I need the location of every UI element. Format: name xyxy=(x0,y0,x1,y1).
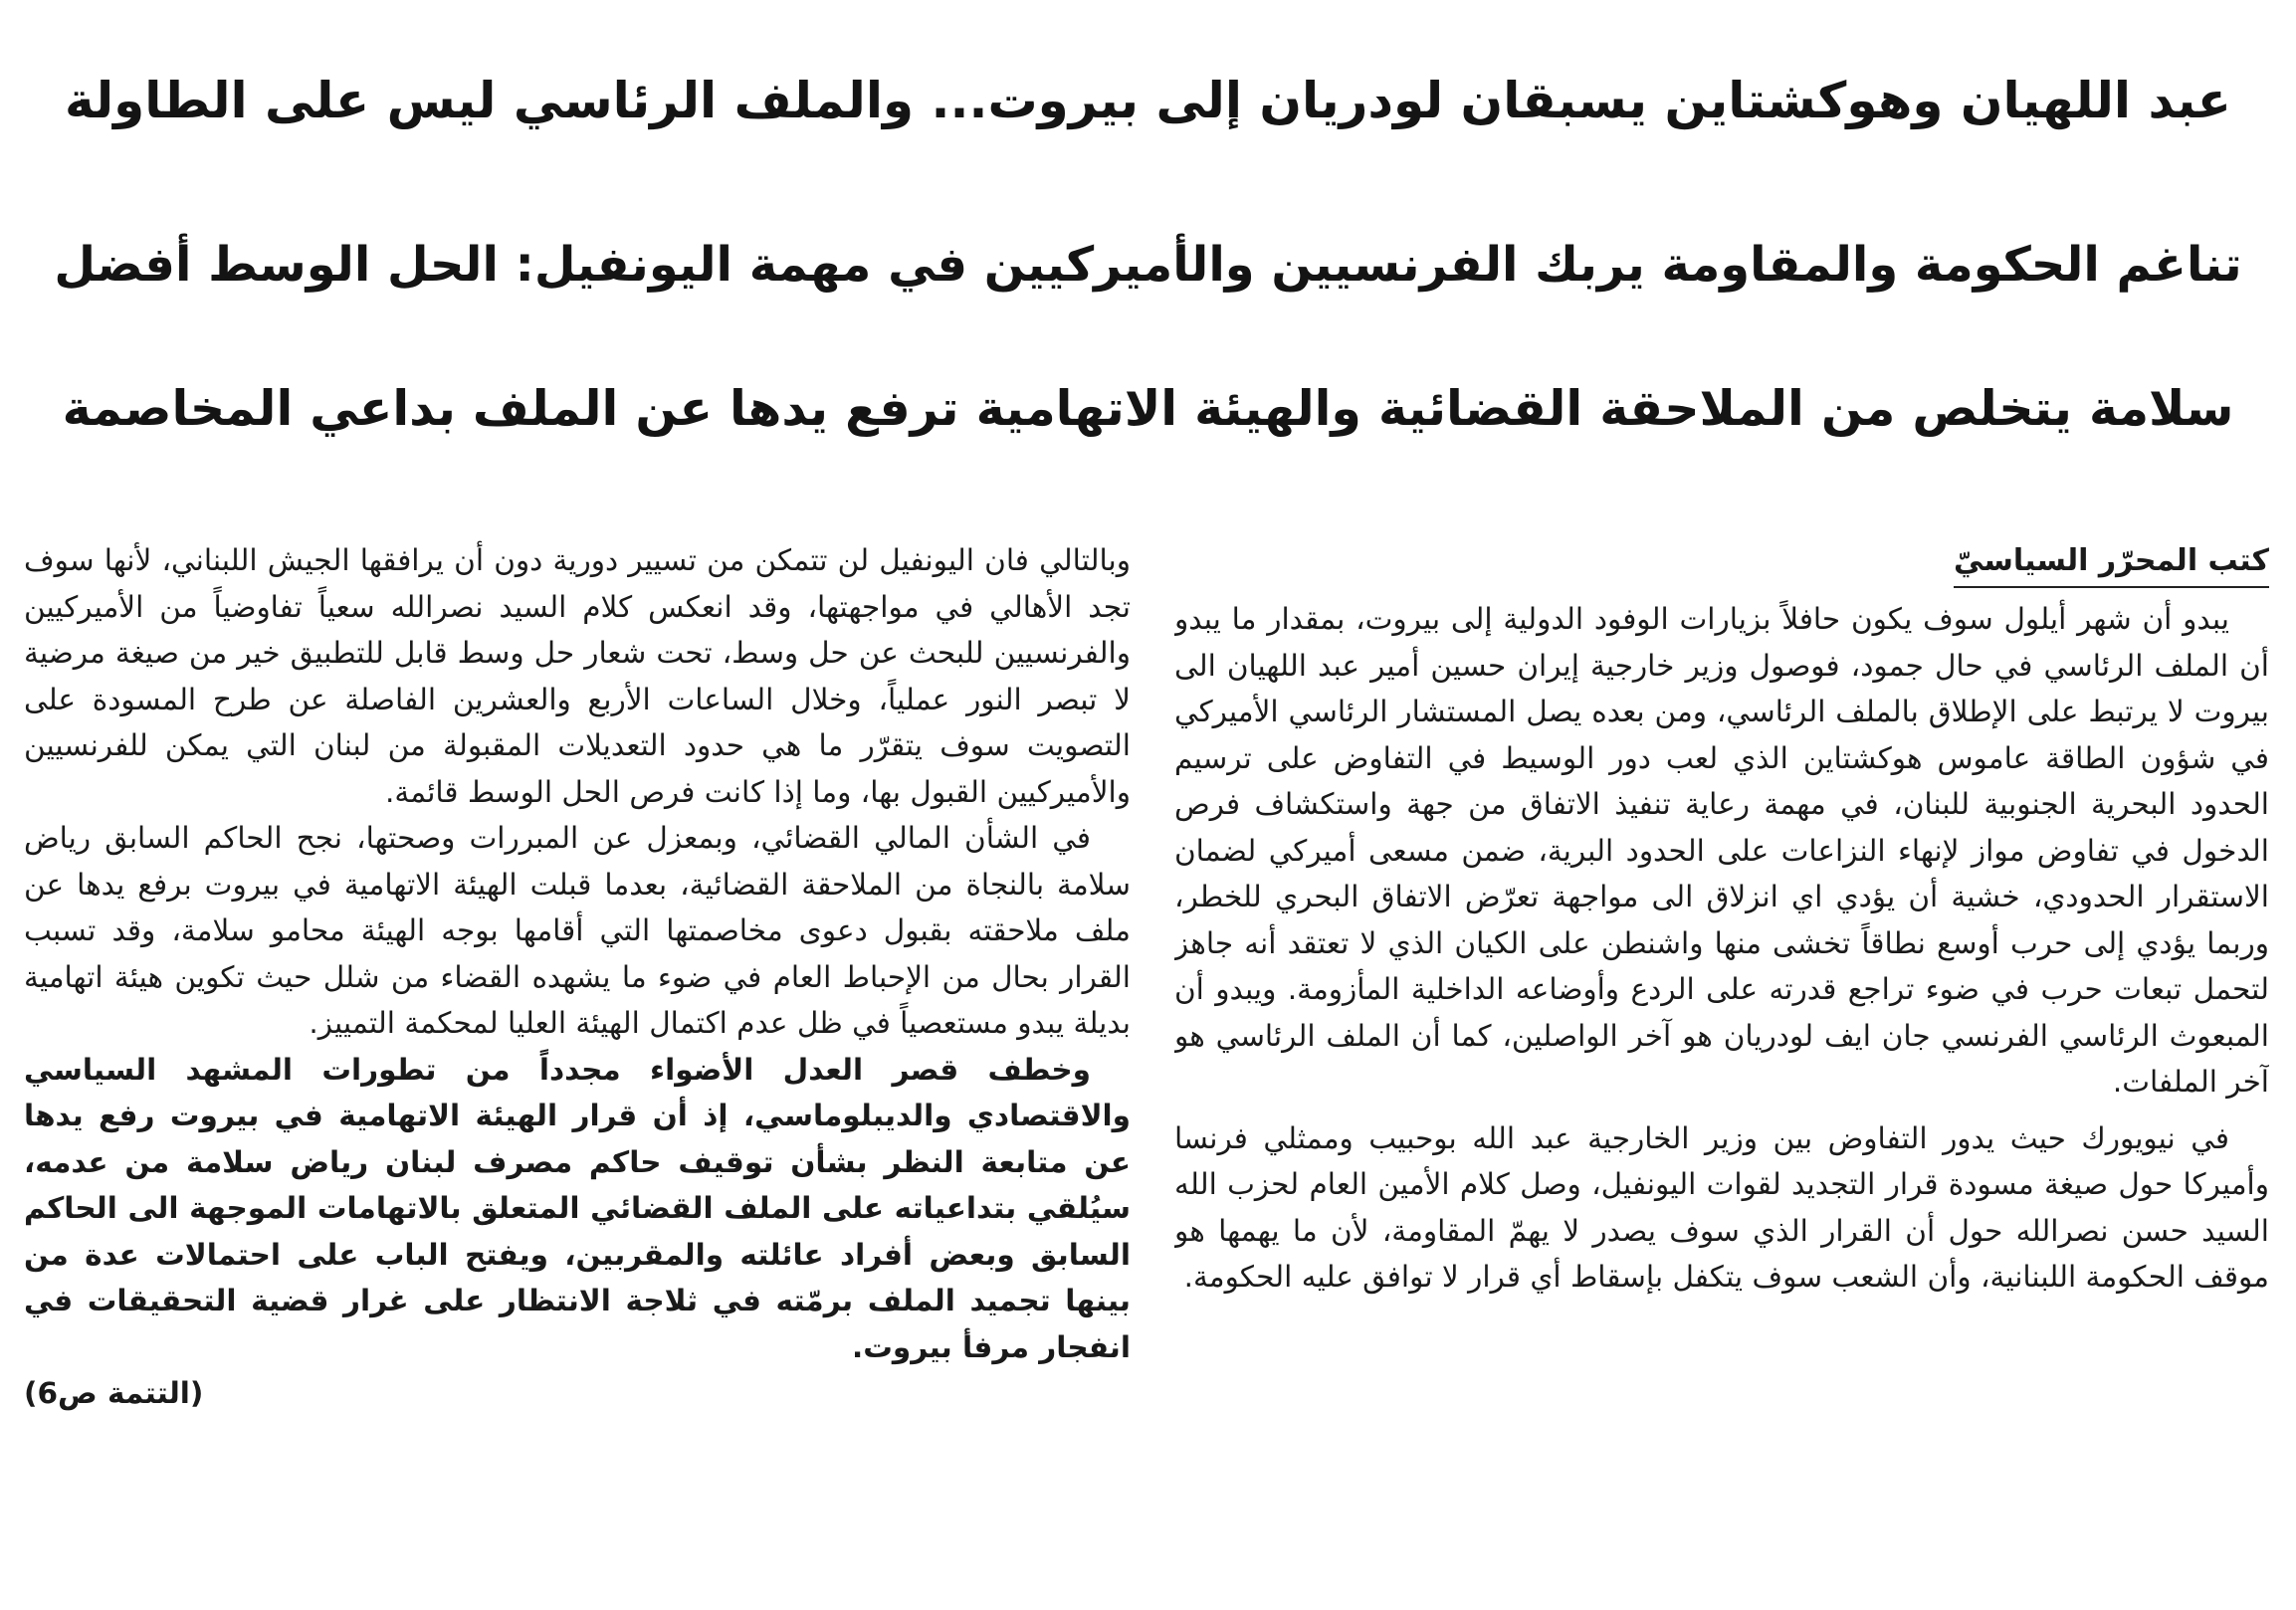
byline: كتب المحرّر السياسيّ xyxy=(1954,538,2269,588)
article-paragraph: وبالتالي فان اليونفيل لن تتمكن من تسيير دورية دون أن يرافقها الجيش اللبناني، لأنها سوف تجد الأهالي في مواجهتها، وقد انعكس كلام السيد نصرالله سعياً تفاوضياً من الأميركيين والفرنسيين للبحث عن حل وسط، تحت شعار حل وسط قابل للتطبيق خير من صيغة مرضية لا تبصر النور عملياً، وخلال الساعات الأربع والعشرين الفاصلة عن طرح المسودة على التصويت سوف يتقرّر ما هي حدود التعديلات المقبولة من لبنان التي يمكن للفرنسيين والأميركيين القبول بها، وما إذا كانت فرص الحل الوسط قائمة. xyxy=(24,543,1131,809)
article-paragraph: يبدو أن شهر أيلول سوف يكون حافلاً بزيارات الوفود الدولية إلى بيروت، بمقدار ما يبدو أن الملف الرئاسي في حال جمود، فوصول وزير خارجية إيران حسين أمير عبد اللهيان الى بيروت لا يرتبط على الإطلاق بالملف الرئاسي، ومن بعده يصل المستشار الرئاسي الأميركي في شؤون الطاقة عاموس هوكشتاين الذي لعب دور الوسيط في التفاوض على ترسيم الحدود البحرية الجنوبية للبنان، في مهمة رعاية تنفيذ الاتفاق من جهة واستكشاف فرص الدخول في تفاوض مواز لإنهاء النزاعات على الحدود البرية، ضمن مسعى أميركي لضمان الاستقرار الحدودي، خشية أن يؤدي اي انزلاق الى مواجهة تعرّض الاتفاق البحري للخطر، وربما يؤدي إلى حرب أوسع نطاقاً تخشى منها واشنطن على الكيان الذي لا تعتقد أنه جاهز لتحمل تبعات حرب في ضوء تراجع قدرته على الردع وأوضاعه الداخلية المأزومة. ويبدو أن المبعوث الرئاسي الفرنسي جان ايف لودريان هو آخر الواصلين، كما أن الملف الرئاسي هو آخر الملفات. xyxy=(1174,602,2269,1099)
article-paragraph: في الشأن المالي القضائي، وبمعزل عن المبررات وصحتها، نجح الحاكم السابق رياض سلامة بالنجاة من الملاحقة القضائية، بعدما قبلت الهيئة الاتهامية في بيروت برفع يدها عن ملف ملاحقته بقبول دعوى مخاصمتها التي أقامها بوجه الهيئة محامو سلامة، وقد تسبب القرار بحال من الإحباط العام في ضوء ما يشهده القضاء من شلل حيث تكوين هيئة اتهامية بديلة يبدو مستعصياً في ظل عدم اكتمال الهيئة العليا لمحكمة التمييز. xyxy=(24,821,1131,1040)
headline-1: عبد اللهيان وهوكشتاين يسبقان لودريان إلى بيروت... والملف الرئاسي ليس على الطاولة xyxy=(65,72,2231,129)
article-paragraph-bold: وخطف قصر العدل الأضواء مجدداً من تطورات المشهد السياسي والاقتصادي والديبلوماسي، إذ أن قرار الهيئة الاتهامية في بيروت رفع يدها عن متابعة النظر بشأن توقيف حاكم مصرف لبنان رياض سلامة من عدمه، سيُلقي بتداعياته على الملف القضائي المتعلق بالاتهامات الموجهة الى الحاكم السابق وبعض أفراد عائلته والمقربين، ويفتح الباب على احتمالات عدة من بينها تجميد الملف برمّته في ثلاجة الانتظار على غرار قضية التحقيقات في انفجار مرفأ بيروت. xyxy=(24,1052,1131,1364)
article-paragraph: في نيويورك حيث يدور التفاوض بين وزير الخارجية عبد الله بوحبيب وممثلي فرنسا وأميركا حول صيغة مسودة قرار التجديد لقوات اليونفيل، وصل كلام الأمين العام لحزب الله السيد حسن نصرالله حول أن القرار الذي سوف يصدر لا يهمّ المقاومة، لأن ما يهمها هو موقف الحكومة اللبنانية، وأن الشعب سوف يتكفل بإسقاط أي قرار لا توافق عليه الحكومة. xyxy=(1174,1120,2269,1294)
headline-2: تناغم الحكومة والمقاومة يربك الفرنسيين والأميركيين في مهمة اليونفيل: الحل الوسط أفضل xyxy=(54,237,2242,293)
continued-note: (التتمة ص6) xyxy=(24,1376,204,1410)
headline-3: سلامة يتخلص من الملاحقة القضائية والهيئة الاتهامية ترفع يدها عن الملف بداعي المخاصمة xyxy=(62,380,2234,437)
article-column-right xyxy=(1174,537,2269,1607)
article-column-left xyxy=(24,537,1131,1607)
